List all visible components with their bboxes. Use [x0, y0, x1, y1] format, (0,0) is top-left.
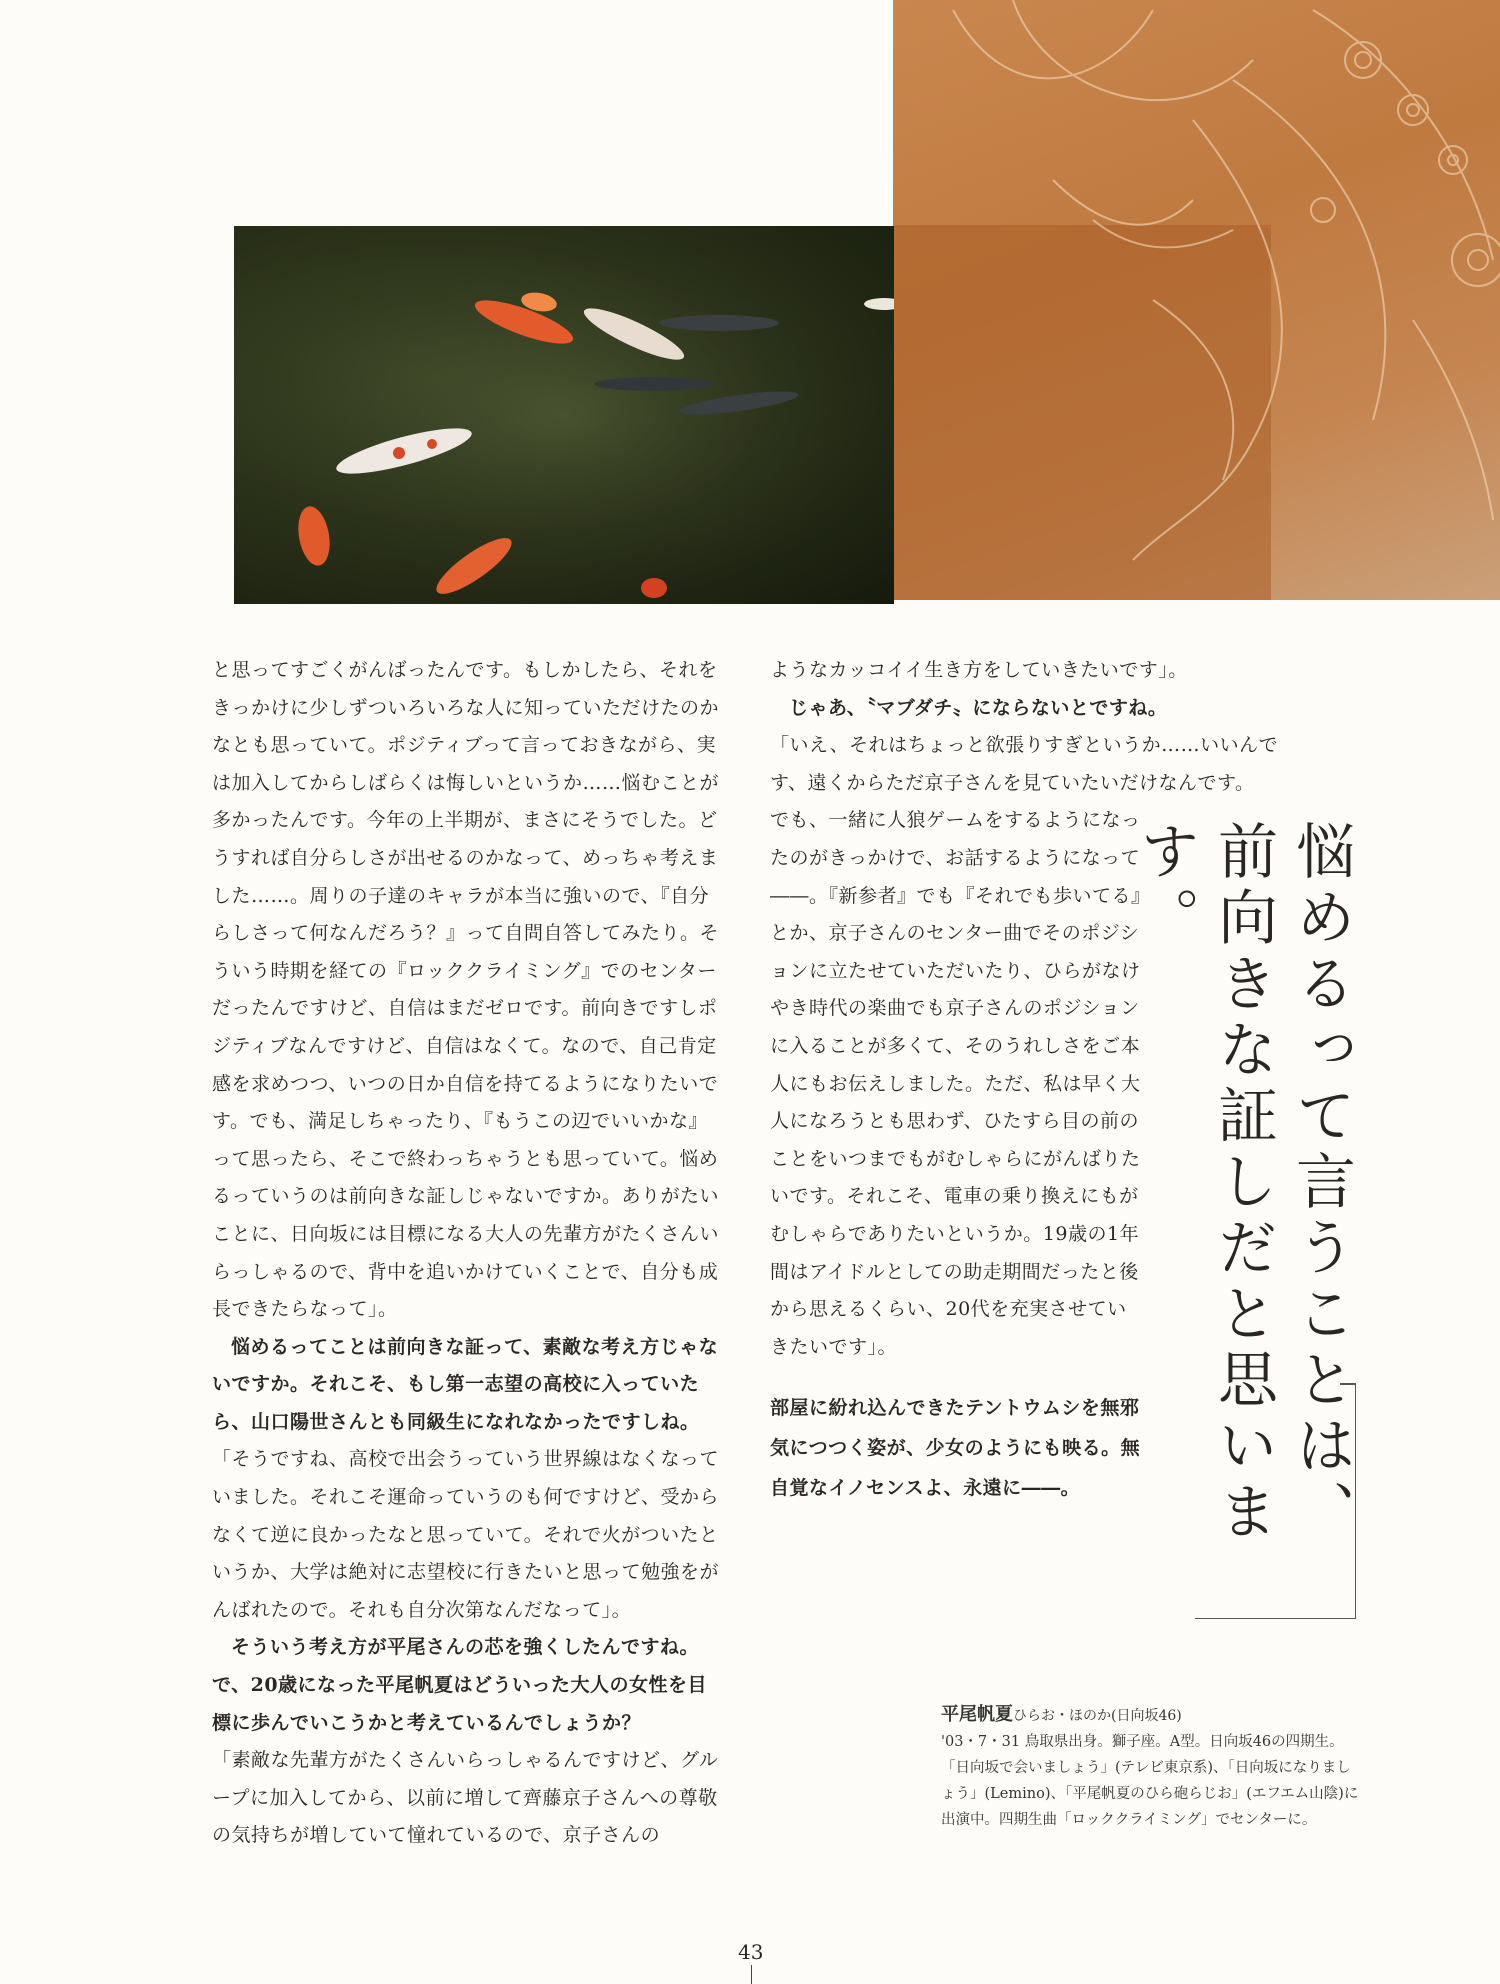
photo-caption: 部屋に紛れ込んできたテントウムシを無邪気につつく姿が、少女のようにも映る。無自覚なイノセンスよ、永遠に――。: [770, 1397, 1141, 1499]
floral-ornament-icon: [893, 0, 1500, 600]
koi-pond-photo: [234, 226, 894, 604]
koi-fish-illustration: [234, 226, 894, 604]
article-paragraph: でも、一緒に人狼ゲームをするようになったのがきっかけで、お話するようになって――。『新参者』でも『それでも歩いてる』とか、京子さんのセンター曲でそのポジションに立たせていただいたり、ひらがなけやき時代の楽曲でも京子さんのポジションに入ることが多くて、そのうれしさをご本人にもお伝えしました。ただ、私は早く大人になろうとも思わず、ひたすら目の前のことをいつまでもがむしゃらにがんばりたいです。それこそ、電車の乗り換えにもがむしゃらでありたいというか。19歳の1年間はアイドルとしての助走期間だったと後から思えるくらい、20代を充実させていきたいです」。: [770, 809, 1142, 1358]
interview-question: 悩めるってことは前向きな証って、素敵な考え方じゃないですか。それこそ、もし第一志望の高校に入っていたら、山口陽世さんとも同級生になれなかったですしね。: [212, 1335, 719, 1433]
article-paragraph: ようなカッコイイ生き方をしていきたいです」。: [770, 659, 1188, 681]
article-paragraph: 「そうですね、高校で出会うっていう世界線はなくなっていました。それこそ運命っていうのも何ですけど、受からなくて逆に良かったなと思っていて。それで火がついたというか、大学は絶対に志望校に行きたいと思って勉強をがんばれたので。それも自分次第なんだなって」。: [212, 1448, 720, 1621]
profile-heading: [941, 1702, 1361, 1729]
article-paragraph: と思ってすごくがんばったんです。もしかしたら、それをきっかけに少しずついろいろな人に知っていただけたのかなとも思っていて。ポジティブって言っておきながら、実は加入してからしばらくは悔しいというか……悩むことが多かったんです。今年の上半期が、まさにそうでした。どうすれば自分らしさが出せるのかなって、めっちゃ考えました……。周りの子達のキャラが本当に強いので、『自分らしさって何なんだろう？』って自問自答してみたり。そういう時期を経ての『ロッククライミング』でのセンターだったんですけど、自信はまだゼロです。前向きですしポジティブなんですけど、自信はなくて。なので、自己肯定感を求めつつ、いつの日か自信を持てるようになりたいです。でも、満足しちゃったり、『もうこの辺でいいかな』って思ったら、そこで終わっちゃうとも思っていて。悩めるっていうのは前向きな証しじゃないですか。ありがたいことに、日向坂には目標になる大人の先輩方がたくさんいらっしゃるので、背中を追いかけていくことで、自分も成長できたらなって」。: [212, 659, 720, 1321]
interview-question: そういう考え方が平尾さんの芯を強くしたんですね。で、20歳になった平尾帆夏はどういった大人の女性を目標に歩んでいこうかと考えているんでしょうか？: [212, 1636, 708, 1734]
decorative-orange-panel: [893, 0, 1500, 600]
page-number: 43: [738, 1940, 764, 1964]
profile-box: [941, 1702, 1361, 1833]
pull-quote: [1130, 820, 1360, 1620]
pull-quote-line-2: 前向きな証しだと思います。: [1130, 820, 1278, 1546]
article-column-1: [212, 652, 722, 1855]
interview-question: じゃあ、〝マブダチ〟にならないとですね。: [789, 696, 1168, 719]
pull-quote-text: [1126, 820, 1360, 1620]
profile-reading: ひらお・ほのか(日向坂46): [1013, 1708, 1182, 1724]
article-paragraph: 「素敵な先輩方がたくさんいらっしゃるんですけど、グループに加入してから、以前に増して齊藤京子さんへの尊敬の気持ちが増していて憧れているので、京子さんの: [212, 1749, 719, 1847]
page-number-tick: [751, 1965, 752, 1984]
profile-detail: '03・7・31 鳥取県出身。獅子座。A型。日向坂46の四期生。「日向坂で会いましょう」(テレビ東京系)、「日向坂になりましょう」(Lemino)、「平尾帆夏のひら砲らじお」(エフエム山陰)に出演中。四期生曲「ロッククライミング」でセンターに。: [941, 1734, 1359, 1828]
profile-name: 平尾帆夏: [941, 1704, 1013, 1725]
pull-quote-line-1: 悩めるって言うことは、: [1286, 820, 1356, 1546]
article-paragraph: 「いえ、それはちょっと欲張りすぎというか……いいんです、遠くからただ京子さんを見ていたいだけなんです。: [770, 734, 1279, 794]
